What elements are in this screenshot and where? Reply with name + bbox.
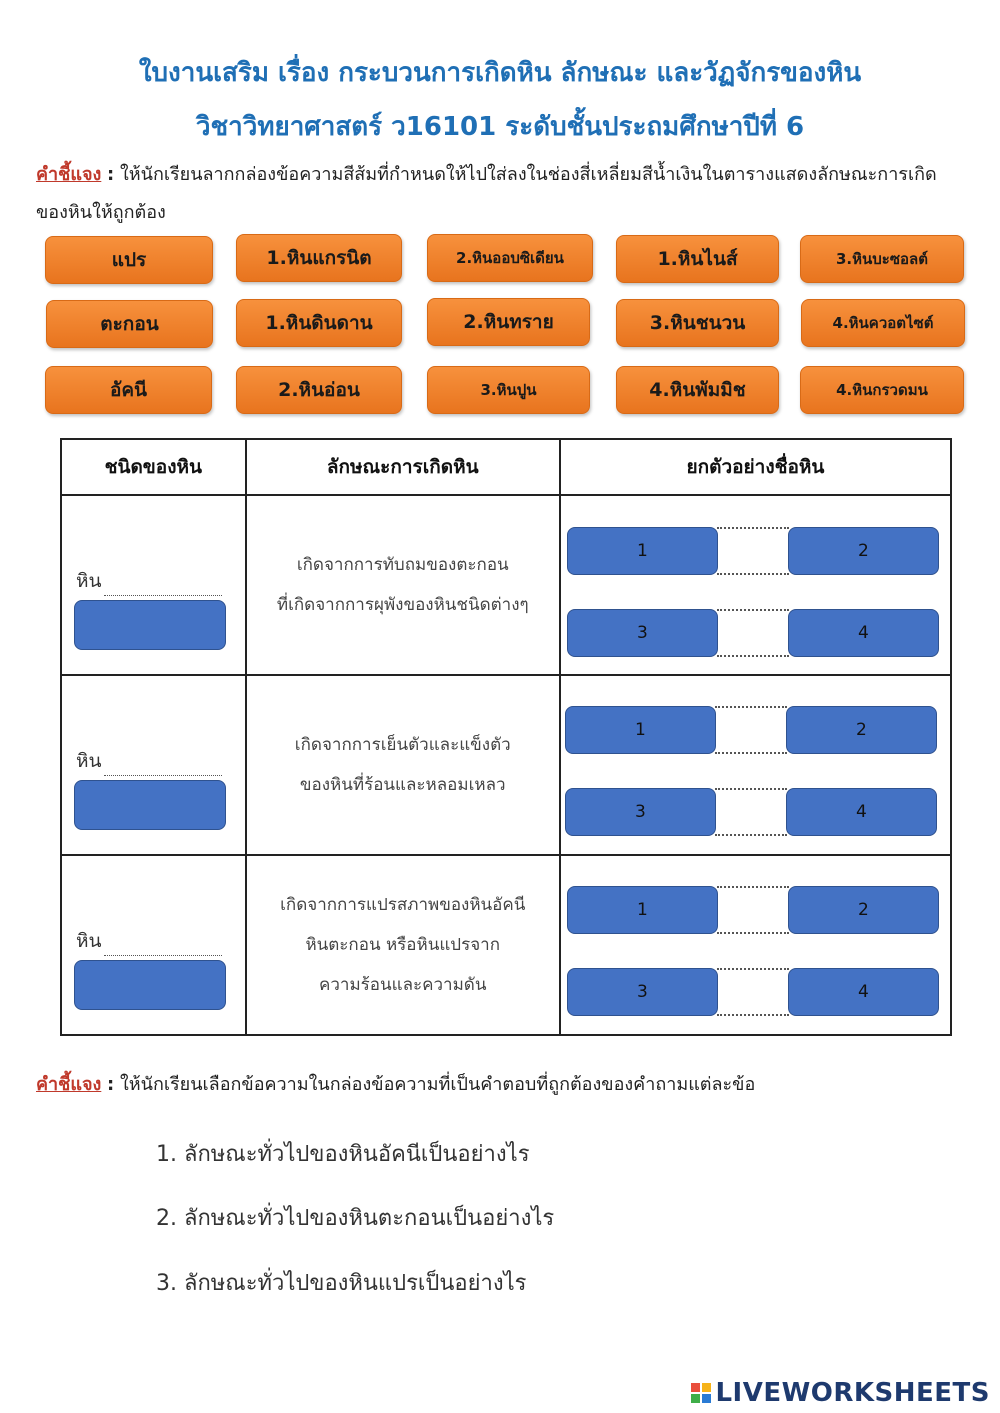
hin-label: หิน bbox=[76, 746, 222, 776]
hin-label: หิน bbox=[76, 566, 222, 596]
brand-text: LIVEWORKSHEETS bbox=[715, 1378, 990, 1408]
formation-cell bbox=[246, 855, 560, 1035]
instruction-label: คำชี้แจง bbox=[36, 164, 102, 185]
rock-type-drop-slot[interactable] bbox=[74, 600, 226, 650]
instruction-text: ให้นักเรียนเลือกข้อความในกล่องข้อความที่เป็นคำตอบที่ถูกต้องของคำถามแต่ละข้อ bbox=[119, 1074, 756, 1095]
formation-cell bbox=[246, 675, 560, 855]
drag-item-granite[interactable]: 1.หินแกรนิต bbox=[236, 234, 402, 282]
drag-item-limestone[interactable]: 3.หินปูน bbox=[427, 366, 590, 414]
rock-type-drop-slot[interactable] bbox=[74, 780, 226, 830]
drag-item-gneiss[interactable]: 1.หินไนส์ bbox=[616, 235, 779, 283]
drag-item-marble[interactable]: 2.หินอ่อน bbox=[236, 366, 402, 414]
drag-item-basalt[interactable]: 3.หินบะซอลต์ bbox=[800, 235, 964, 283]
drag-item-takon[interactable]: ตะกอน bbox=[46, 300, 213, 348]
question-3: 3. ลักษณะทั่วไปของหินแปรเป็นอย่างไร bbox=[156, 1271, 527, 1296]
drag-item-conglomerate[interactable]: 4.หินกรวดมน bbox=[800, 366, 964, 414]
rock-type-cell bbox=[61, 675, 246, 855]
drag-item-obsidian[interactable]: 2.หินออบซิเดียน bbox=[427, 234, 593, 282]
formation-text: ที่เกิดจากการผุพังของหินชนิดต่างๆ bbox=[276, 595, 529, 615]
example-drop-slot-1[interactable]: 1 bbox=[565, 706, 716, 754]
question-1: 1. ลักษณะทั่วไปของหินอัคนีเป็นอย่างไร bbox=[156, 1142, 530, 1167]
example-drop-slot-2[interactable]: 2 bbox=[788, 527, 939, 575]
example-drop-slot-4[interactable]: 4 bbox=[786, 788, 937, 836]
liveworksheets-logo bbox=[691, 1378, 990, 1408]
example-drop-slot-2[interactable]: 2 bbox=[786, 706, 937, 754]
example-drop-slot-1[interactable]: 1 bbox=[567, 886, 718, 934]
header-rock-type: ชนิดของหิน bbox=[61, 439, 246, 495]
examples-cell bbox=[560, 855, 951, 1035]
drag-item-quartzite[interactable]: 4.หินควอตไซต์ bbox=[801, 299, 965, 347]
table-row bbox=[61, 495, 951, 675]
worksheet-title: ใบงานเสริม เรื่อง กระบวนการเกิดหิน ลักษณะ และวัฏจักรของหิน bbox=[138, 58, 862, 88]
drag-item-akhani[interactable]: อัคนี bbox=[45, 366, 212, 414]
examples-cell bbox=[560, 495, 951, 675]
question-2: 2. ลักษณะทั่วไปของหินตะกอนเป็นอย่างไร bbox=[156, 1206, 555, 1231]
worksheet-subtitle: วิชาวิทยาศาสตร์ ว16101 ระดับชั้นประถมศึกษาปีที่ 6 bbox=[195, 112, 805, 142]
formation-text: หินตะกอน หรือหินแปรจาก bbox=[305, 935, 501, 955]
instruction-colon: : bbox=[107, 164, 115, 185]
instruction-colon: : bbox=[107, 1074, 115, 1095]
drag-item-slate[interactable]: 3.หินชนวน bbox=[616, 299, 779, 347]
instruction-1 bbox=[36, 156, 966, 232]
table-row bbox=[61, 675, 951, 855]
formation-text: เกิดจากการทับถมของตะกอน bbox=[296, 555, 509, 575]
header-formation: ลักษณะการเกิดหิน bbox=[246, 439, 560, 495]
instruction-label: คำชี้แจง bbox=[36, 1074, 102, 1095]
rock-table bbox=[60, 438, 952, 1036]
rock-type-cell bbox=[61, 855, 246, 1035]
rock-type-drop-slot[interactable] bbox=[74, 960, 226, 1010]
examples-cell bbox=[560, 675, 951, 855]
drag-item-sandstone[interactable]: 2.หินทราย bbox=[427, 298, 590, 346]
example-drop-slot-3[interactable]: 3 bbox=[567, 609, 718, 657]
hin-label: หิน bbox=[76, 926, 222, 956]
formation-text: เกิดจากการแปรสภาพของหินอัคนี bbox=[280, 895, 526, 915]
example-drop-slot-4[interactable]: 4 bbox=[788, 609, 939, 657]
formation-cell bbox=[246, 495, 560, 675]
table-header-row bbox=[61, 439, 951, 495]
formation-text: ความร้อนและความดัน bbox=[319, 975, 487, 995]
drag-item-plae[interactable]: แปร bbox=[45, 236, 213, 284]
instruction-text: ให้นักเรียนลากกล่องข้อความสีส้มที่กำหนดให้ไปใส่ลงในช่องสี่เหลี่ยมสีน้ำเงินในตารางแสดงลักษณะการเกิดของหินให้ถูกต้อง bbox=[36, 164, 937, 223]
example-drop-slot-3[interactable]: 3 bbox=[567, 968, 718, 1016]
example-drop-slot-2[interactable]: 2 bbox=[788, 886, 939, 934]
example-drop-slot-1[interactable]: 1 bbox=[567, 527, 718, 575]
rock-type-cell bbox=[61, 495, 246, 675]
formation-text: เกิดจากการเย็นตัวและแข็งตัว bbox=[294, 735, 511, 755]
example-drop-slot-3[interactable]: 3 bbox=[565, 788, 716, 836]
example-drop-slot-4[interactable]: 4 bbox=[788, 968, 939, 1016]
formation-text: ของหินที่ร้อนและหลอมเหลว bbox=[299, 775, 506, 795]
logo-icon bbox=[691, 1383, 711, 1403]
drag-item-pumice[interactable]: 4.หินพัมมิช bbox=[616, 366, 779, 414]
header-examples: ยกตัวอย่างชื่อหิน bbox=[560, 439, 951, 495]
table-row bbox=[61, 855, 951, 1035]
instruction-2 bbox=[36, 1066, 966, 1104]
drag-item-shale[interactable]: 1.หินดินดาน bbox=[236, 299, 402, 347]
